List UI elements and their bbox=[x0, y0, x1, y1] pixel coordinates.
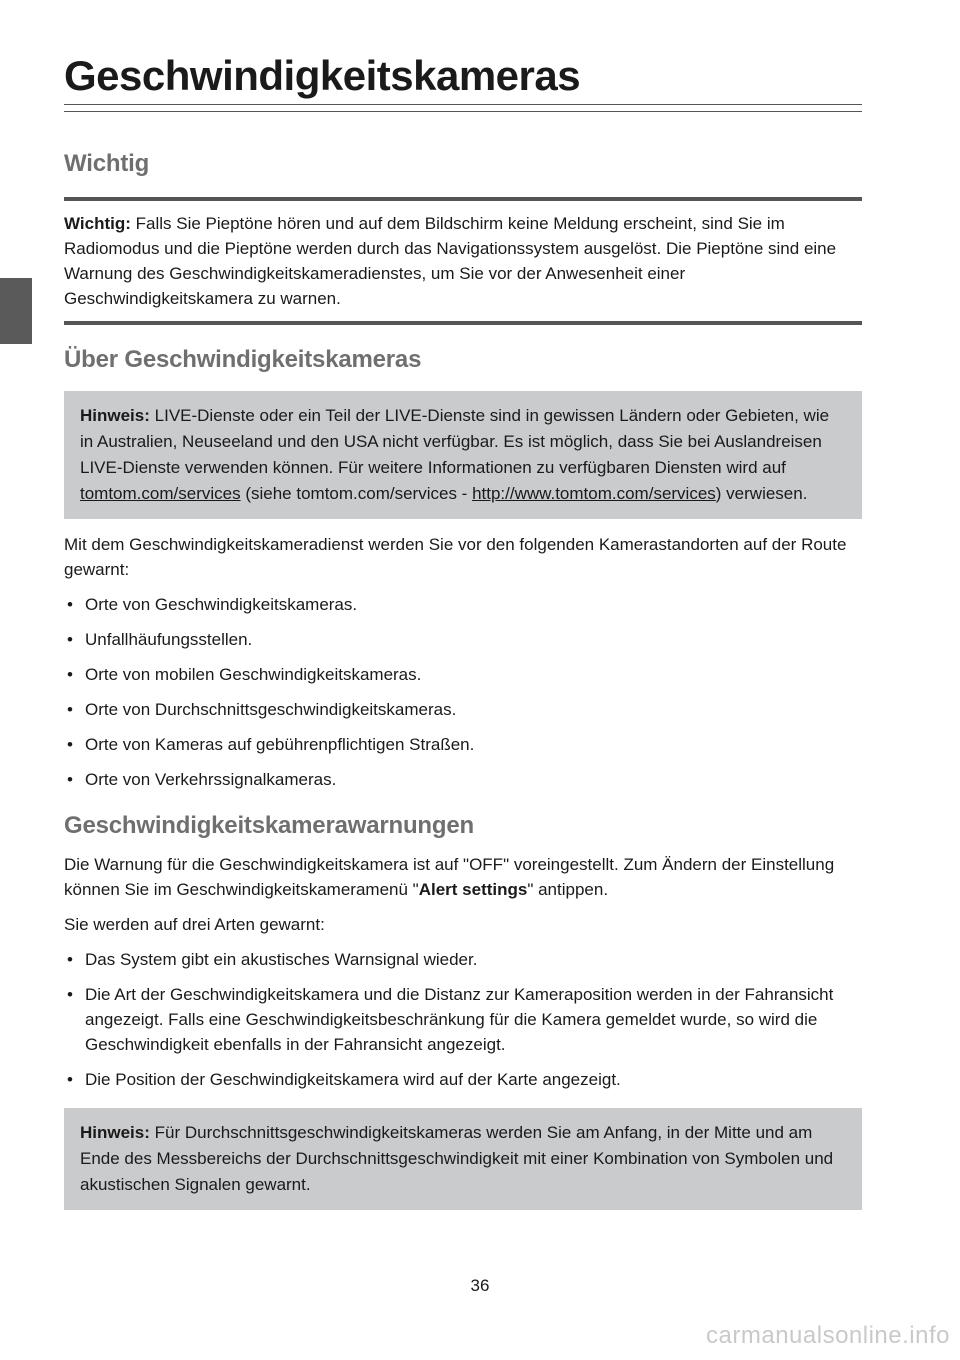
list-item: • Orte von mobilen Geschwindigkeitskameras. bbox=[64, 662, 862, 687]
list-item: • Orte von Kameras auf gebührenpflichtigen Straßen. bbox=[64, 732, 862, 757]
link-tomtom-services-url[interactable]: http://www.tomtom.com/services bbox=[472, 484, 716, 503]
note-average-text bbox=[80, 1120, 846, 1198]
warning-types-list bbox=[64, 947, 862, 1092]
wichtig-text: Falls Sie Pieptöne hören und auf dem Bildschirm keine Meldung erscheint, sind Sie im Radiomodus und die Pieptöne werden durch das Navigationssystem ausgelöst. Die Pieptöne sind eine Warnung des Geschwindigkeitskameradienstes, um Sie vor der Anwesenheit einer Geschwindigkeitskamera zu warnen. bbox=[64, 214, 837, 308]
watermark: carmanualsonline.info bbox=[706, 1322, 950, 1349]
page-number: 36 bbox=[470, 1276, 490, 1295]
note-box-live bbox=[64, 391, 862, 519]
warnings-p1-before: Die Warnung für die Geschwindigkeitskamera ist auf "OFF" voreingestellt. Zum Ändern der Einstellung können Sie im Geschwindigkeitskameramenü " bbox=[64, 855, 835, 899]
wichtig-paragraph bbox=[64, 211, 862, 311]
list-item: • Die Art der Geschwindigkeitskamera und die Distanz zur Kameraposition werden in der Fahransicht angezeigt. Falls eine Geschwindigkeitsbeschränkung für die Kamera gemeldet wurde, so wird die Geschwindigkeit ebenfalls in der Fahransicht angezeigt. bbox=[64, 982, 862, 1057]
chapter-tab-marker bbox=[0, 278, 32, 344]
list-item: • Orte von Geschwindigkeitskameras. bbox=[64, 592, 862, 617]
content-flow bbox=[64, 150, 862, 1210]
note-average-label: Hinweis: bbox=[80, 1123, 150, 1142]
camera-locations-list bbox=[64, 592, 862, 792]
page-title: Geschwindigkeitskameras bbox=[64, 52, 581, 99]
alert-settings-label: Alert settings bbox=[418, 880, 528, 899]
warnings-paragraph-2: Sie werden auf drei Arten gewarnt: bbox=[64, 915, 325, 934]
note-live-text-after: ) verwiesen. bbox=[715, 484, 808, 503]
note-live-text bbox=[80, 403, 846, 507]
note-live-text-middle: (siehe tomtom.com/services - bbox=[245, 484, 468, 503]
rule-wichtig-top bbox=[64, 197, 862, 201]
note-average-body: Für Durchschnittsgeschwindigkeitskameras werden Sie am Anfang, in der Mitte und am Ende des Messbereichs der Durchschnittsgeschwindigkeit mit einer Kombination von Symbolen und akustischen Signalen gewarnt. bbox=[80, 1123, 834, 1194]
list-item: • Orte von Verkehrssignalkameras. bbox=[64, 767, 862, 792]
rule-wichtig-bottom bbox=[64, 321, 862, 325]
list-item: • Unfallhäufungsstellen. bbox=[64, 627, 862, 652]
heading-wichtig: Wichtig bbox=[64, 150, 150, 177]
list-item: • Das System gibt ein akustisches Warnsignal wieder. bbox=[64, 947, 862, 972]
list-item: • Orte von Durchschnittsgeschwindigkeitskameras. bbox=[64, 697, 862, 722]
warnings-paragraph-1 bbox=[64, 852, 862, 902]
note-live-text-before: LIVE-Dienste oder ein Teil der LIVE-Dienste sind in gewissen Ländern oder Gebieten, wie in Australien, Neuseeland und den USA nicht verfügbar. Es ist möglich, dass Sie bei Auslandreisen LIVE-Dienste verwenden können. Für weitere Informationen zu verfügbaren Diensten wird auf bbox=[80, 406, 830, 477]
note-box-average bbox=[64, 1108, 862, 1210]
heading-about: Über Geschwindigkeitskameras bbox=[64, 346, 422, 373]
wichtig-label: Wichtig: bbox=[64, 214, 131, 233]
list-item: • Die Position der Geschwindigkeitskamera wird auf der Karte angezeigt. bbox=[64, 1067, 862, 1092]
warnings-p1-after: " antippen. bbox=[527, 880, 609, 899]
about-intro: Mit dem Geschwindigkeitskameradienst werden Sie vor den folgenden Kamerastandorten auf der Route gewarnt: bbox=[64, 535, 847, 579]
link-tomtom-services[interactable]: tomtom.com/services bbox=[80, 484, 241, 503]
title-double-rule bbox=[64, 104, 862, 112]
heading-warnings: Geschwindigkeitskamerawarnungen bbox=[64, 812, 474, 839]
note-live-label: Hinweis: bbox=[80, 406, 150, 425]
